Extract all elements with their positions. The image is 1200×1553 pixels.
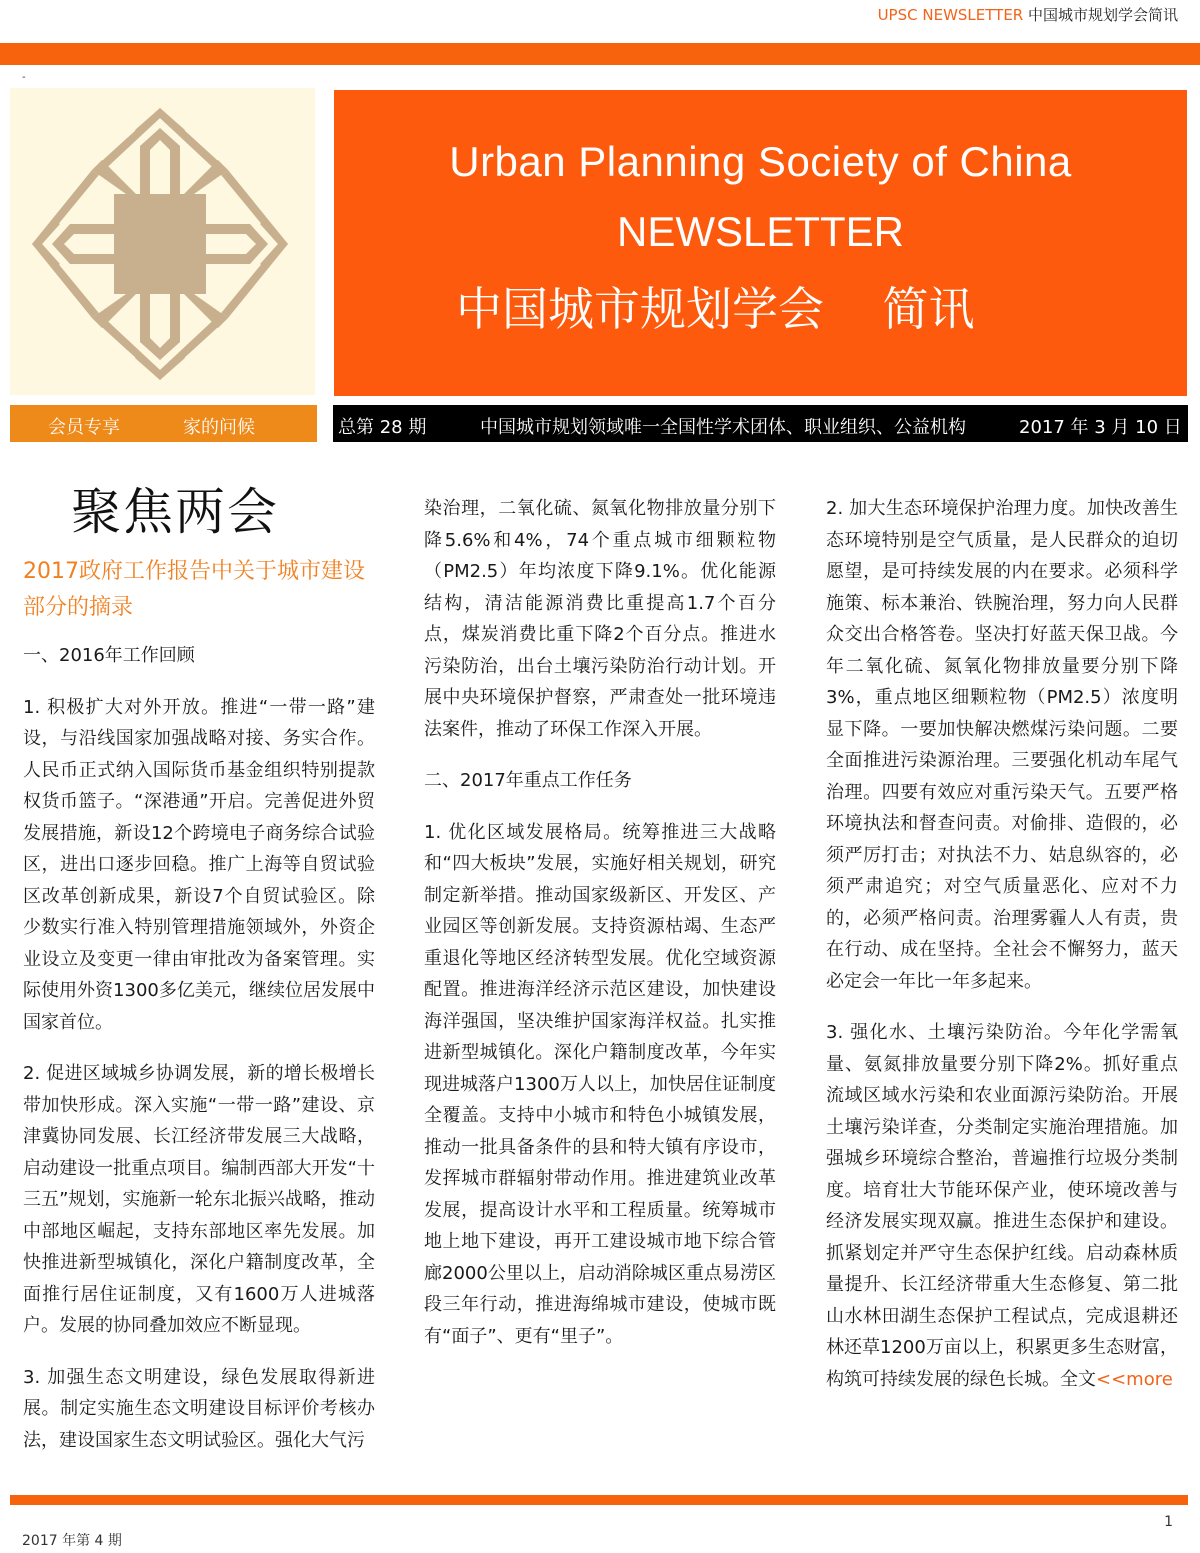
paragraph-regional-layout: 1. 优化区域发展格局。统筹推进三大战略和“四大板块”发展，实施好相关规划，研究制定新举措。推动国家级新区、开发区、产业园区等创新发展。支持资源枯竭、生态严重退化等地区经济转型发展。优化空域资源配置。推进海洋经济示范区建设，加快建设海洋强国，坚决维护国家海洋权益。扎实推进新型城镇化。深化户籍制度改革，今年实现进城落户1300万人以上，加快居住证制度全覆盖。支持中小城市和特色小城镇发展，推动一批具备条件的县和特大镇有序设市，发挥城市群辐射带动作用。推进建筑业改革发展，提高设计水平和工程质量。统筹城市地上地下建设，再开工建设城市地下综合管廊2000公里以上，启动消除城区重点易涝区段三年行动，推进海绵城市建设，使城市既有“面子”、更有“里子”。 (424, 821, 776, 1347)
issue-number: 总第 28 期 (338, 417, 427, 438)
logo-panel (10, 88, 315, 395)
paragraph-environment: 2. 加大生态环境保护治理力度。加快改善生态环境特别是空气质量，是人民群众的迫切愿望，是可持续发展的内在要求。必须科学施策、标本兼治、铁腕治理，努力向人民群众交出合格答卷。坚决打好蓝天保卫战。今年二氧化硫、氮氧化物排放量要分别下降3%，重点地区细颗粒物（PM2.5）浓度明显下降。一要加快解决燃煤污染问题。二要全面推进污染源治理。三要强化机动车尾气治理。四要有效应对重污染天气。五要严格环境执法和督查问责。对偷排、造假的，必须严厉打击；对执法不力、姑息纵容的，必须严肃追究；对空气质量恶化、应对不力的，必须严格问责。治理雾霾人人有责，贵在行动、成在坚持。全社会不懈努力，蓝天必定会一年比一年多起来。 (826, 498, 1178, 992)
paragraph-ecology-2016: 3. 加强生态文明建设，绿色发展取得新进展。制定实施生态文明建设目标评价考核办法，建设国家生态文明试验区。强化大气污 (23, 1366, 375, 1451)
paragraph-opening-up: 1. 积极扩大对外开放。推进“一带一路”建设，与沿线国家加强战略对接、务实合作。人民币正式纳入国际货币基金组织特别提款权货币篮子。“深港通”开启。完善促进外贸发展措施，新设12个跨境电子商务综合试验区，进出口逐步回稳。推广上海等自贸试验区改革创新成果，新设7个自贸试验区。除少数实行准入特别管理措施领域外，外资企业设立及变更一律由审批改为备案管理。实际使用外资1300多亿美元，继续位居发展中国家首位。 (23, 696, 375, 1033)
masthead (334, 90, 1187, 396)
column-left (23, 483, 375, 1456)
masthead-newsletter: NEWSLETTER (616, 208, 905, 255)
paragraph-water-soil (826, 1017, 1178, 1395)
section-heading-2017: 二、2017年重点工作任务 (424, 770, 632, 791)
stray-mark: - (22, 72, 26, 83)
section-heading-2016: 一、2016年工作回顾 (23, 645, 195, 666)
bottom-orange-bar (10, 1495, 1188, 1505)
member-nav-bar (10, 405, 317, 442)
issue-slogan: 中国城市规划领域唯一全国性学术团体、职业组织、公益机构 (480, 417, 966, 438)
footer-issue: 2017 年第 4 期 (22, 1533, 122, 1549)
paragraph-water-soil-text: 3. 强化水、土壤污染防治。今年化学需氧量、氨氮排放量要分别下降2%。抓好重点流域区域水污染和农业面源污染防治。开展土壤污染详查，分类制定实施治理措施。加强城乡环境综合整治，普遍推行垃圾分类制度。培育壮大节能环保产业，使环境改善与经济发展实现双赢。推进生态保护和建设。抓紧划定并严守生态保护红线。启动森林质量提升、长江经济带重大生态修复、第二批山水林田湖生态保护工程试点，完成退耕还林还草1200万亩以上，积累更多生态财富，构筑可持续发展的绿色长城。全文 (826, 1022, 1178, 1390)
issue-info-bar (333, 405, 1188, 442)
running-header (878, 4, 1178, 25)
page-number: 1 (1164, 1514, 1173, 1530)
upsc-emblem-icon (32, 108, 288, 380)
running-header-en: UPSC NEWSLETTER (877, 6, 1024, 24)
nav-greeting-link[interactable]: 家的问候 (183, 417, 255, 438)
column-right (826, 493, 1178, 1395)
masthead-title-zh: 中国城市规划学会 简讯 (456, 282, 975, 336)
running-header-zh: 中国城市规划学会简讯 (1023, 6, 1178, 24)
column-middle (424, 493, 776, 1352)
issue-date: 2017 年 3 月 10 日 (1019, 417, 1182, 438)
masthead-title-en: Urban Planning Society of China (449, 138, 1072, 185)
top-orange-bar (0, 43, 1200, 65)
feature-title: 聚焦两会 (71, 483, 279, 541)
paragraph-regional: 2. 促进区域城乡协调发展，新的增长极增长带加快形成。深入实施“一带一路”建设、京津冀协同发展、长江经济带发展三大战略，启动建设一批重点项目。编制西部大开发“十三五”规划，实施新一轮东北振兴战略，推动中部地区崛起，支持东部地区率先发展。加快推进新型城镇化，深化户籍制度改革，全面推行居住证制度，又有1600万人进城落户。发展的协同叠加效应不断显现。 (23, 1063, 375, 1336)
nav-member-link[interactable]: 会员专享 (48, 417, 120, 438)
more-link[interactable]: <<more (1096, 1368, 1173, 1390)
article-subtitle: 2017政府工作报告中关于城市建设部分的摘录 (23, 559, 365, 620)
paragraph-ecology-2016-cont: 染治理，二氧化硫、氮氧化物排放量分别下降5.6%和4%，74个重点城市细颗粒物（PM2.5）年均浓度下降9.1%。优化能源结构，清洁能源消费比重提高1.7个百分点，煤炭消费比重下降2个百分点。推进水污染防治，出台土壤污染防治行动计划。开展中央环境保护督察，严肃查处一批环境违法案件，推动了环保工作深入开展。 (424, 498, 776, 740)
